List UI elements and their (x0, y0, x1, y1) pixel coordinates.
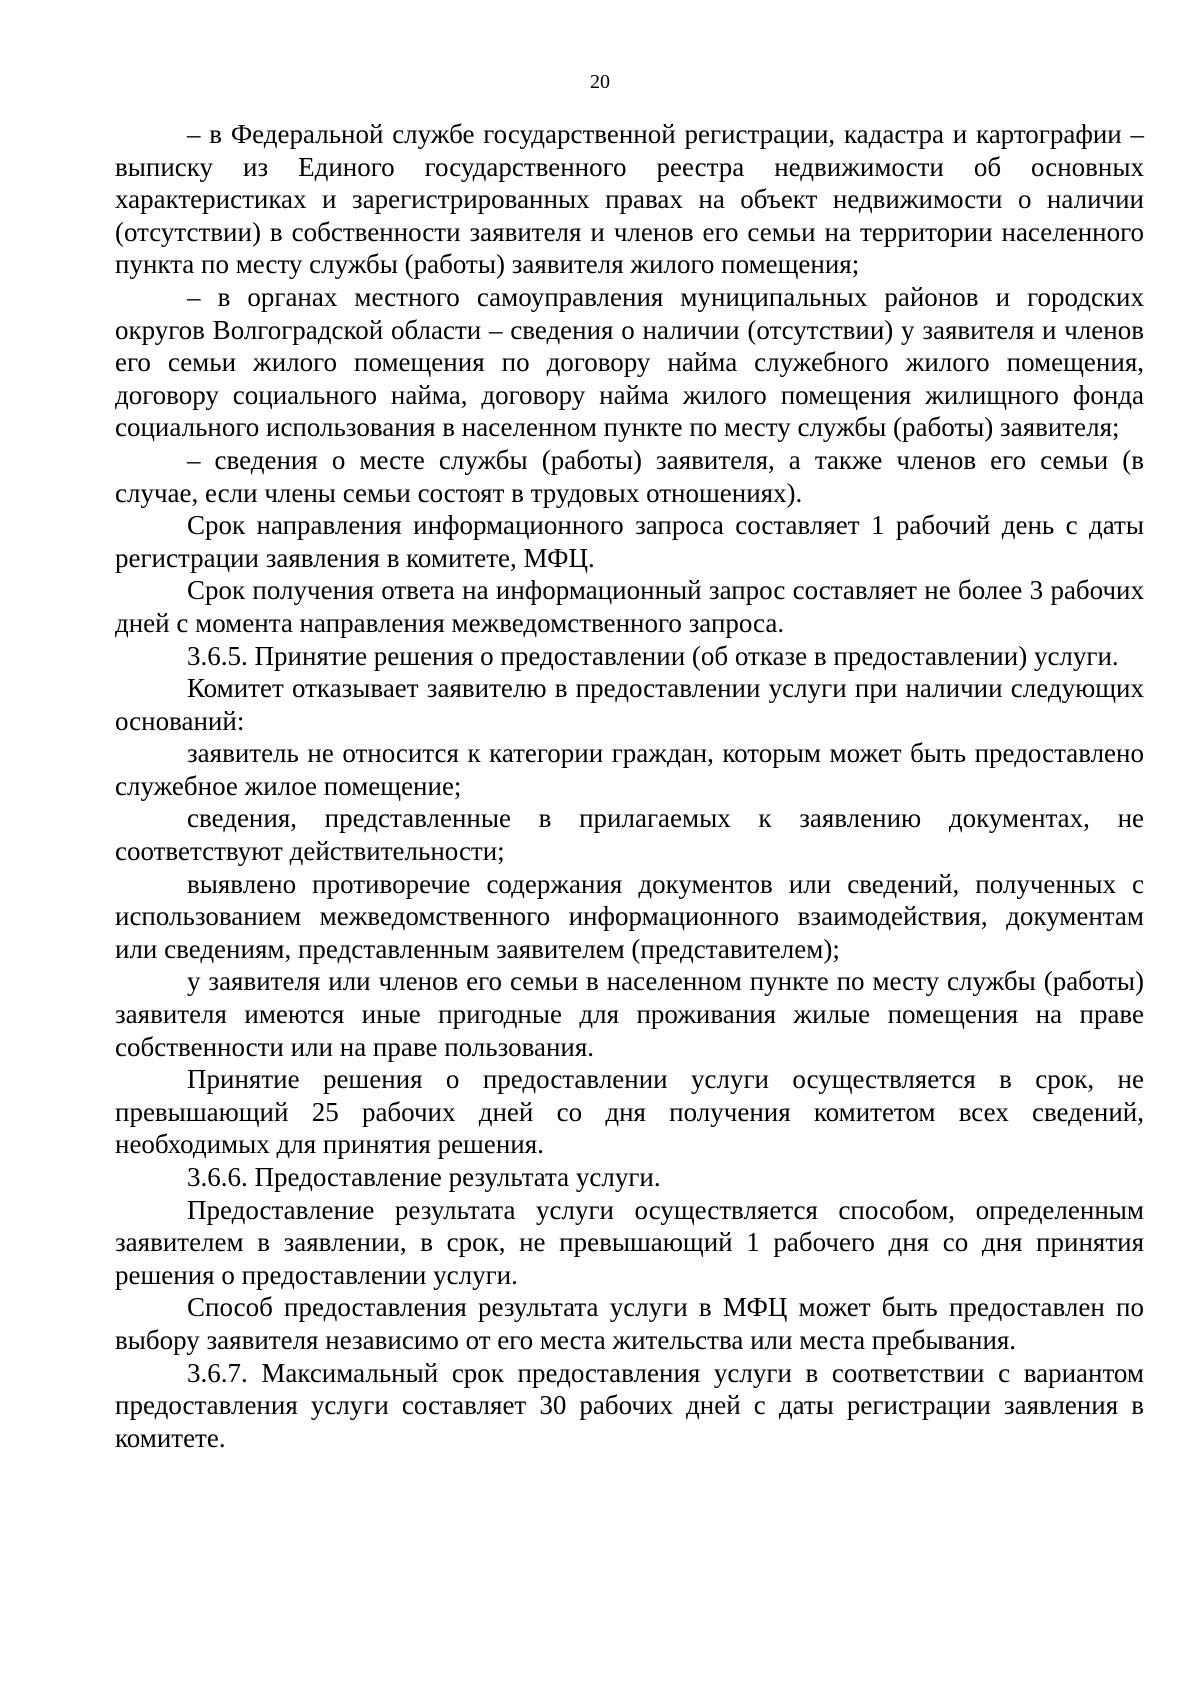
paragraph-refusal-other-housing: у заявителя или членов его семьи в населенном пункте по месту службы (работы) заявителя имеются иные пригодные для проживания жилые помещения на праве собственности или на праве пользования. (115, 966, 1144, 1062)
section-heading-3-6-6: 3.6.6. Предоставление результата услуги. (187, 1162, 661, 1192)
paragraph-rosreestr: – в Федеральной службе государственной регистрации, кадастра и картографии – выписку из Единого государственного реестра недвижимости об основных характеристиках и зарегистрированных правах на объект недвижимости о наличии (отсутствии) в собственности заявителя и членов его семьи на территории населенного пункта по месту службы (работы) заявителя жилого помещения; (115, 119, 1144, 280)
paragraph-refusal-category: заявитель не относится к категории граждан, которым может быть предоставлено служебное жилое помещение; (115, 738, 1144, 801)
paragraph-refusal-intro: Комитет отказывает заявителю в предоставлении услуги при наличии следующих оснований: (115, 673, 1144, 736)
paragraph-workplace-info: – сведения о месте службы (работы) заявителя, а также членов его семьи (в случае, если члены семьи состоят в трудовых отношениях). (115, 444, 1144, 508)
section-heading-3-6-7: 3.6.7. Максимальный срок предоставления услуги в соответствии с вариантом предоставления услуги составляет 30 рабочих дней с даты регистрации заявления в комитете. (115, 1357, 1144, 1453)
document-body (115, 118, 1144, 1454)
paragraph-local-government: – в органах местного самоуправления муниципальных районов и городских округов Волгоградской области – сведения о наличии (отсутствии) у заявителя и членов его семьи жилого помещения по договору найма служебного жилого помещения, договору социального найма, договору найма жилого помещения жилищного фонда социального использования в населенном пункте по месту службы (работы) заявителя; (115, 281, 1144, 443)
paragraph-result-mfc: Способ предоставления результата услуги в МФЦ может быть предоставлен по выбору заявителя независимо от его места жительства или места пребывания. (115, 1292, 1144, 1355)
page-number: 20 (590, 71, 610, 93)
paragraph-result-delivery: Предоставление результата услуги осуществляется способом, определенным заявителем в заявлении, в срок, не превышающий 1 рабочего дня со дня принятия решения о предоставлении услуги. (115, 1194, 1144, 1290)
paragraph-refusal-inaccurate: сведения, представленные в прилагаемых к заявлению документах, не соответствуют действительности; (115, 803, 1144, 867)
paragraph-decision-term: Принятие решения о предоставлении услуги осуществляется в срок, не превышающий 25 рабочих дней со дня получения комитетом всех сведений, необходимых для принятия решения. (115, 1064, 1144, 1160)
paragraph-request-term: Срок направления информационного запроса составляет 1 рабочий день с даты регистрации заявления в комитете, МФЦ. (115, 510, 1144, 573)
paragraph-response-term: Срок получения ответа на информационный запрос составляет не более 3 рабочих дней с момента направления межведомственного запроса. (115, 575, 1144, 638)
section-heading-3-6-5: 3.6.5. Принятие решения о предоставлении (об отказе в предоставлении) услуги. (187, 640, 1119, 671)
paragraph-refusal-contradiction: выявлено противоречие содержания документов или сведений, полученных с использованием межведомственного информационного взаимодействия, документам или сведениям, представленным заявителем (представителем); (115, 868, 1144, 964)
